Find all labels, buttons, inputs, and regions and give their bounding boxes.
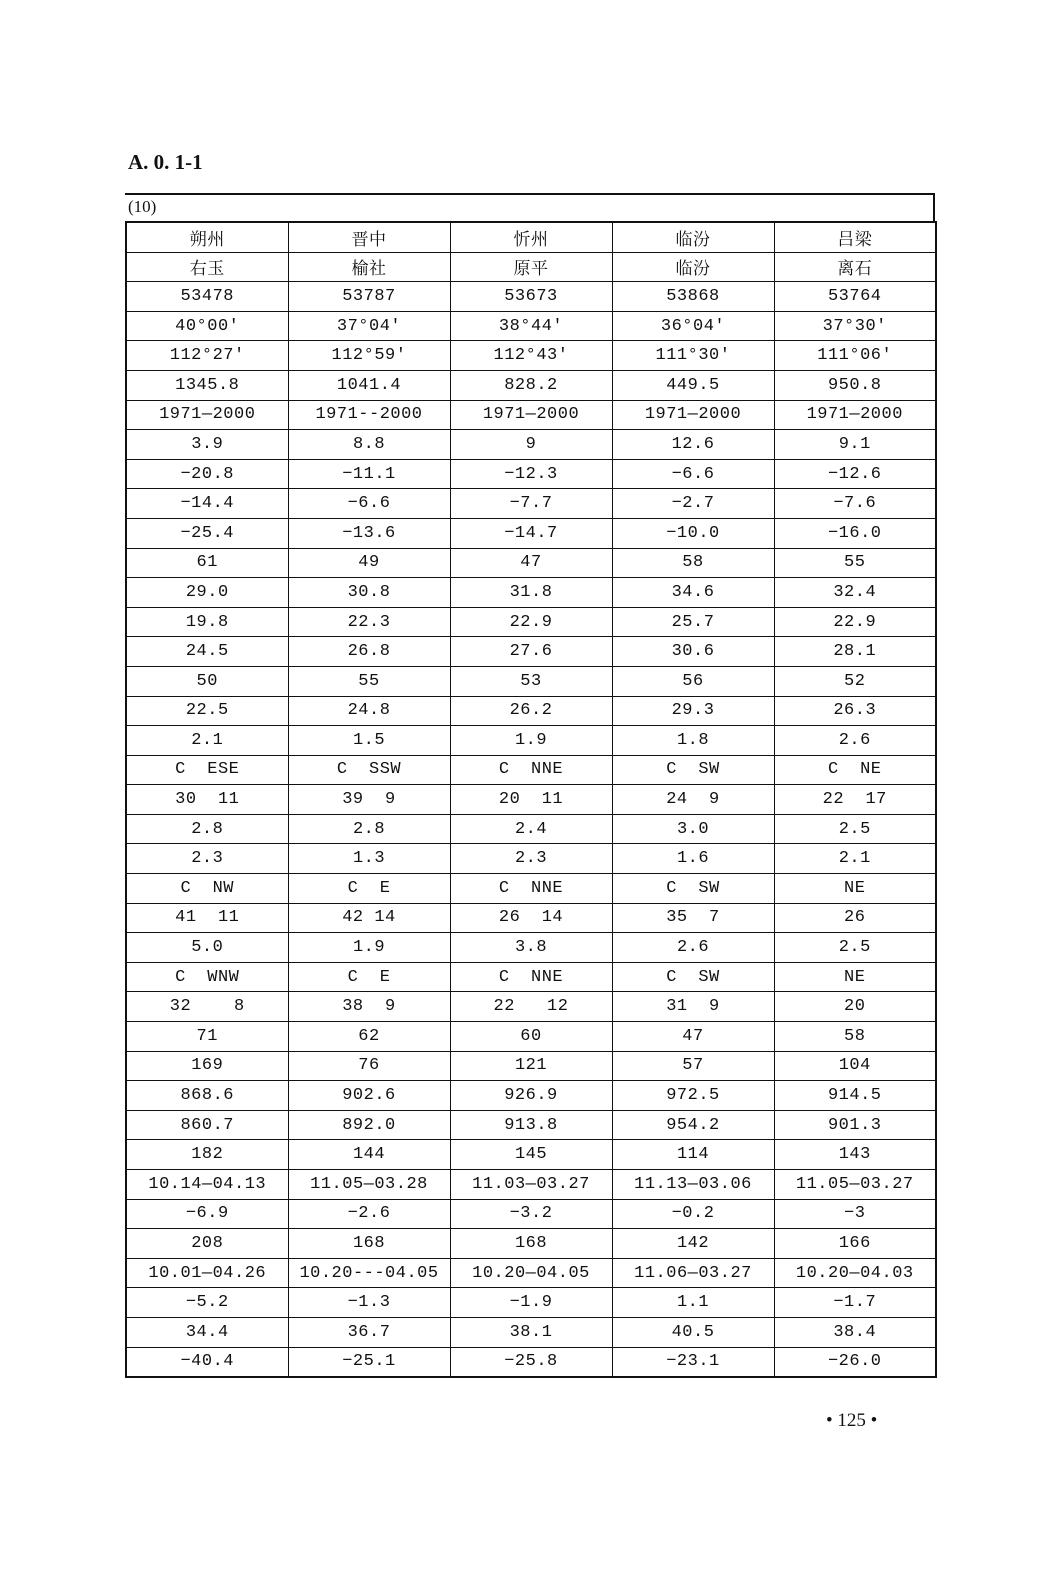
table-cell: 忻州 [450,222,612,252]
table-cell: C E [288,962,450,992]
table-cell: 1971—2000 [450,400,612,430]
table-cell: 吕梁 [774,222,936,252]
table-cell: 38.4 [774,1317,936,1347]
table-caption: (10) [125,193,935,221]
table-cell: 169 [126,1051,288,1081]
table-row [126,1317,936,1347]
table-row [126,874,936,904]
table-cell: 55 [774,548,936,578]
table-cell: 26.8 [288,637,450,667]
table-cell: 27.6 [450,637,612,667]
table-cell: 1.5 [288,726,450,756]
table-cell: 32 8 [126,992,288,1022]
table-cell: 58 [774,1022,936,1052]
table-cell: 10.20—04.05 [450,1258,612,1288]
table-cell: 53764 [774,282,936,312]
table-row [126,696,936,726]
table-cell: 2.6 [612,933,774,963]
table-row [126,1170,936,1200]
table-row [126,1347,936,1377]
table-cell: 926.9 [450,1081,612,1111]
table-row [126,548,936,578]
table-cell: 10.01—04.26 [126,1258,288,1288]
table-row [126,430,936,460]
table-cell: 2.1 [774,844,936,874]
table-cell: 1041.4 [288,370,450,400]
header-row-city [126,222,936,252]
table-cell: 38.1 [450,1317,612,1347]
table-cell: 11.06—03.27 [612,1258,774,1288]
table-cell: 1971--2000 [288,400,450,430]
table-row [126,933,936,963]
table-cell: 3.8 [450,933,612,963]
table-cell: 31 9 [612,992,774,1022]
table-cell: 144 [288,1140,450,1170]
table-cell: 868.6 [126,1081,288,1111]
table-cell: 111°06′ [774,341,936,371]
table-cell: 62 [288,1022,450,1052]
section-heading: A. 0. 1-1 [128,150,203,174]
table-row [126,489,936,519]
table-cell: 56 [612,666,774,696]
table-cell: 24.5 [126,637,288,667]
table-cell: 2.5 [774,814,936,844]
table-cell: 8.8 [288,430,450,460]
table-cell: −3 [774,1199,936,1229]
table-row [126,962,936,992]
table-cell: 1.9 [450,726,612,756]
table-cell: 58 [612,548,774,578]
table-cell: 104 [774,1051,936,1081]
table-cell: −7.6 [774,489,936,519]
table-row [126,400,936,430]
table-cell: 9 [450,430,612,460]
table-cell: 28.1 [774,637,936,667]
table-cell: 10.20---04.05 [288,1258,450,1288]
table-cell: 12.6 [612,430,774,460]
table-cell: −16.0 [774,518,936,548]
table-cell: 42 14 [288,903,450,933]
table-cell: 38°44′ [450,311,612,341]
table-cell: 49 [288,548,450,578]
table-cell: C E [288,874,450,904]
table-cell: 76 [288,1051,450,1081]
table-cell: 901.3 [774,1110,936,1140]
table-cell: 37°04′ [288,311,450,341]
table-cell: C NNE [450,755,612,785]
table-cell: 53478 [126,282,288,312]
table-cell: 50 [126,666,288,696]
table-cell: C SW [612,962,774,992]
table-cell: 11.05—03.27 [774,1170,936,1200]
page-number: • 125 • [826,1410,878,1431]
table-cell: 37°30′ [774,311,936,341]
table-cell: 34.4 [126,1317,288,1347]
table-cell: 36°04′ [612,311,774,341]
table-cell: −12.6 [774,459,936,489]
table-row [126,1140,936,1170]
table-cell: 31.8 [450,578,612,608]
table-row [126,311,936,341]
table-row [126,370,936,400]
table-cell: 121 [450,1051,612,1081]
header-row-station [126,252,936,282]
table-cell: −25.8 [450,1347,612,1377]
table-row [126,1258,936,1288]
table-cell: 52 [774,666,936,696]
table-row [126,1051,936,1081]
table-cell: 朔州 [126,222,288,252]
table-cell: 53868 [612,282,774,312]
table-cell: 143 [774,1140,936,1170]
table-cell: −11.1 [288,459,450,489]
table-cell: 29.0 [126,578,288,608]
table-cell: 22.5 [126,696,288,726]
table-cell: 2.6 [774,726,936,756]
table-cell: 20 [774,992,936,1022]
table-cell: 2.8 [126,814,288,844]
table-cell: 2.1 [126,726,288,756]
table-cell: 914.5 [774,1081,936,1111]
table-cell: 972.5 [612,1081,774,1111]
table-cell: 30.8 [288,578,450,608]
table-cell: −2.7 [612,489,774,519]
table-row [126,726,936,756]
table-cell: 11.05—03.28 [288,1170,450,1200]
table-cell: 449.5 [612,370,774,400]
table-cell: 40.5 [612,1317,774,1347]
table-row [126,341,936,371]
table-cell: C SW [612,755,774,785]
table-cell: 临汾 [612,222,774,252]
table-cell: 950.8 [774,370,936,400]
table-cell: 71 [126,1022,288,1052]
table-cell: 1.9 [288,933,450,963]
table-row [126,1288,936,1318]
table-cell: 25.7 [612,607,774,637]
table-cell: 53673 [450,282,612,312]
table-cell: 3.0 [612,814,774,844]
table-cell: 2.5 [774,933,936,963]
table-cell: 29.3 [612,696,774,726]
table-cell: 1.8 [612,726,774,756]
table-cell: 30.6 [612,637,774,667]
table-cell: 60 [450,1022,612,1052]
table-cell: C NW [126,874,288,904]
table-body [126,222,936,1377]
table-cell: 166 [774,1229,936,1259]
table-cell: 11.13—03.06 [612,1170,774,1200]
table-cell: 2.3 [126,844,288,874]
table-cell: 10.20—04.03 [774,1258,936,1288]
table-cell: 22.3 [288,607,450,637]
table-row [126,992,936,1022]
table-cell: −5.2 [126,1288,288,1318]
table-row [126,637,936,667]
table-cell: 1971—2000 [774,400,936,430]
table-cell: C NNE [450,874,612,904]
table-cell: C NE [774,755,936,785]
table-cell: 145 [450,1140,612,1170]
table-cell: 2.4 [450,814,612,844]
table-cell: −23.1 [612,1347,774,1377]
table-cell: −1.3 [288,1288,450,1318]
table-row [126,814,936,844]
table-cell: 913.8 [450,1110,612,1140]
table-cell: −25.1 [288,1347,450,1377]
table-row [126,518,936,548]
table-cell: 26.3 [774,696,936,726]
table-cell: 1.1 [612,1288,774,1318]
table-row [126,459,936,489]
table-cell: −6.9 [126,1199,288,1229]
table-cell: −6.6 [288,489,450,519]
table-cell: 111°30′ [612,341,774,371]
table-cell: C SW [612,874,774,904]
table-cell: 2.8 [288,814,450,844]
table-cell: 53787 [288,282,450,312]
table-cell: −40.4 [126,1347,288,1377]
table-cell: −0.2 [612,1199,774,1229]
table-cell: 1971—2000 [126,400,288,430]
table-cell: C WNW [126,962,288,992]
table-cell: 1.6 [612,844,774,874]
table-cell: 19.8 [126,607,288,637]
table-row [126,1229,936,1259]
table-cell: 26 [774,903,936,933]
table-cell: 2.3 [450,844,612,874]
table-cell: 34.6 [612,578,774,608]
table-row [126,1081,936,1111]
table-cell: 41 11 [126,903,288,933]
table-cell: −2.6 [288,1199,450,1229]
table-cell: 1345.8 [126,370,288,400]
table-row [126,607,936,637]
table-cell: C ESE [126,755,288,785]
table-cell: 30 11 [126,785,288,815]
table-cell: 954.2 [612,1110,774,1140]
table-cell: 10.14—04.13 [126,1170,288,1200]
table-cell: NE [774,962,936,992]
table-cell: 24.8 [288,696,450,726]
table-cell: 临汾 [612,252,774,282]
table-cell: −7.7 [450,489,612,519]
table-cell: 57 [612,1051,774,1081]
table-cell: 61 [126,548,288,578]
table-cell: 22 17 [774,785,936,815]
table-cell: 112°43′ [450,341,612,371]
table-cell: 860.7 [126,1110,288,1140]
table-cell: 53 [450,666,612,696]
table-cell: 36.7 [288,1317,450,1347]
table-cell: 22 12 [450,992,612,1022]
table-cell: 892.0 [288,1110,450,1140]
table-cell: 右玉 [126,252,288,282]
table-cell: 离石 [774,252,936,282]
table-cell: −3.2 [450,1199,612,1229]
table-cell: −14.4 [126,489,288,519]
table-row [126,1022,936,1052]
table-cell: −10.0 [612,518,774,548]
table-cell: 55 [288,666,450,696]
table-cell: 47 [612,1022,774,1052]
table-row [126,666,936,696]
table-cell: 5.0 [126,933,288,963]
table-cell: 24 9 [612,785,774,815]
table-cell: 22.9 [774,607,936,637]
table-cell: 1.3 [288,844,450,874]
table-cell: 112°59′ [288,341,450,371]
table-cell: 40°00′ [126,311,288,341]
table-cell: 168 [450,1229,612,1259]
table-cell: 902.6 [288,1081,450,1111]
table-cell: 39 9 [288,785,450,815]
table-cell: −20.8 [126,459,288,489]
table-cell: 114 [612,1140,774,1170]
table-cell: NE [774,874,936,904]
table-row [126,785,936,815]
table-cell: 1971—2000 [612,400,774,430]
table-cell: 47 [450,548,612,578]
table-row [126,844,936,874]
table-cell: C SSW [288,755,450,785]
table-cell: 208 [126,1229,288,1259]
table-cell: 原平 [450,252,612,282]
table-cell: C NNE [450,962,612,992]
table-cell: −6.6 [612,459,774,489]
table-row [126,1110,936,1140]
table-cell: −12.3 [450,459,612,489]
table-row [126,1199,936,1229]
table-cell: 9.1 [774,430,936,460]
table-cell: 828.2 [450,370,612,400]
table-cell: −13.6 [288,518,450,548]
table-cell: −1.7 [774,1288,936,1318]
table-cell: 168 [288,1229,450,1259]
table-row [126,282,936,312]
table-cell: 22.9 [450,607,612,637]
table-cell: 26 14 [450,903,612,933]
table-cell: 11.03—03.27 [450,1170,612,1200]
table-cell: −25.4 [126,518,288,548]
table-cell: 3.9 [126,430,288,460]
table-row [126,903,936,933]
climate-table [125,193,935,1378]
table-cell: −14.7 [450,518,612,548]
table-cell: −26.0 [774,1347,936,1377]
table-cell: 142 [612,1229,774,1259]
table-cell: 38 9 [288,992,450,1022]
table-cell: −1.9 [450,1288,612,1318]
table-cell: 182 [126,1140,288,1170]
table-cell: 35 7 [612,903,774,933]
table-cell: 榆社 [288,252,450,282]
table-row [126,578,936,608]
table-row [126,755,936,785]
table-cell: 32.4 [774,578,936,608]
table-cell: 晋中 [288,222,450,252]
table-cell: 112°27′ [126,341,288,371]
table-cell: 26.2 [450,696,612,726]
table-cell: 20 11 [450,785,612,815]
